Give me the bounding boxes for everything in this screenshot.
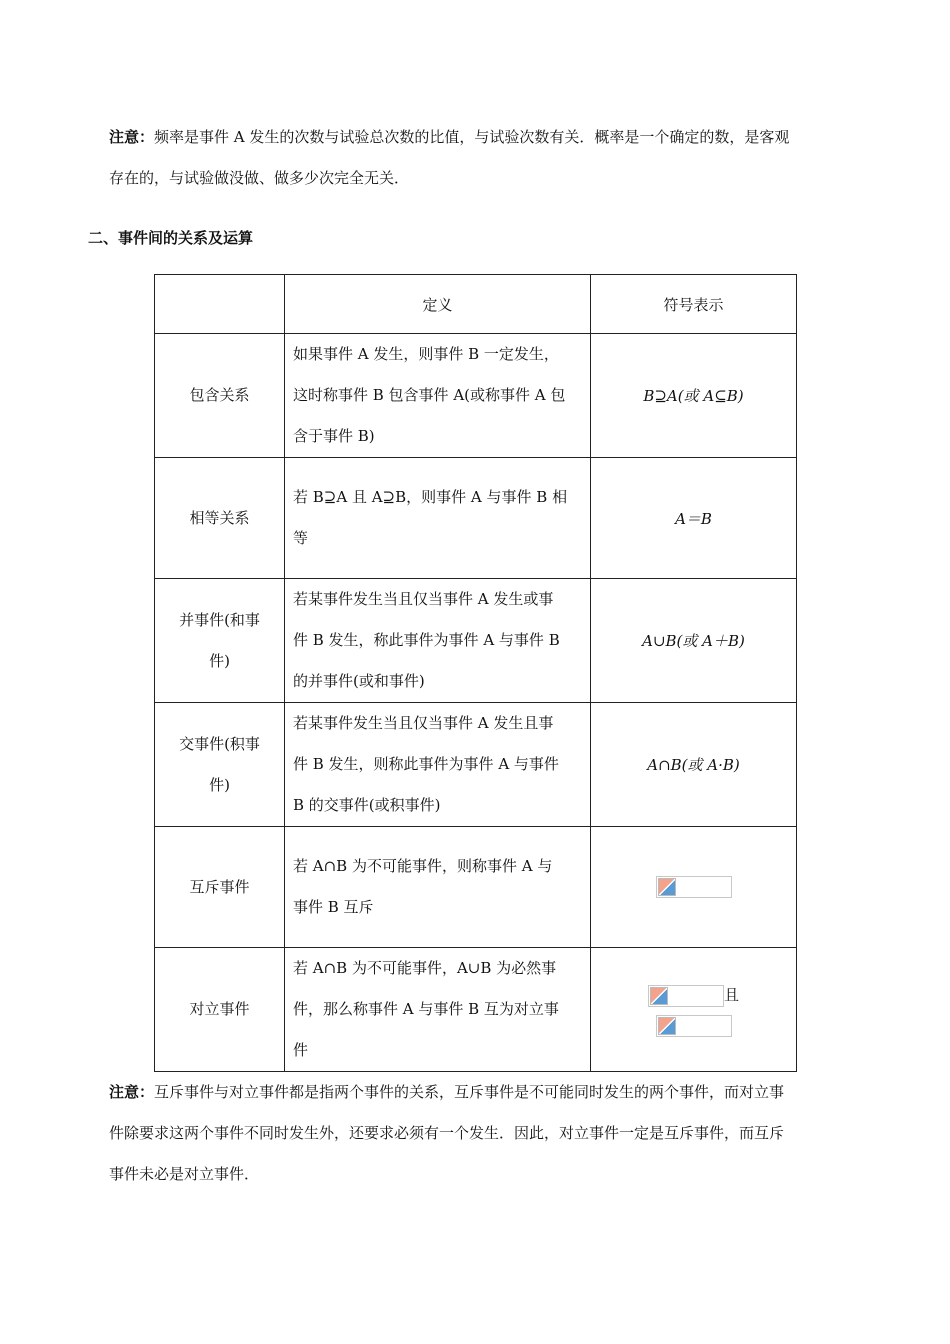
note-paragraph-1 — [109, 117, 869, 199]
header-symbol: 符号表示 — [591, 275, 797, 334]
relation-symbol: A∪B(或 A＋B) — [591, 579, 797, 703]
table-row — [155, 827, 797, 948]
broken-image-icon — [656, 1015, 732, 1037]
section-heading: 二、事件间的关系及运算 — [88, 229, 254, 247]
table-row — [155, 334, 797, 458]
note-text-line-3: 事件未必是对立事件． — [109, 1165, 260, 1183]
table-row — [155, 458, 797, 579]
relation-definition: 若某事件发生当且仅当事件 A 发生且事 件 B 发生，则称此事件为事件 A 与事件 B 的交事件(或积事件) — [285, 703, 591, 827]
note-text-line-2: 存在的，与试验做没做、做多少次完全无关． — [109, 169, 410, 187]
header-definition: 定义 — [285, 275, 591, 334]
event-relations-table — [154, 274, 797, 1072]
note-text-line-1: 互斥事件与对立事件都是指两个事件的关系，互斥事件是不可能同时发生的两个事件，而对立事 — [154, 1083, 785, 1101]
header-blank — [155, 275, 285, 334]
relation-definition: 若 A∩B 为不可能事件，则称事件 A 与 事件 B 互斥 — [285, 827, 591, 948]
relation-definition: 若某事件发生当且仅当事件 A 发生或事 件 B 发生，称此事件为事件 A 与事件 B 的并事件(或和事件) — [285, 579, 591, 703]
note-paragraph-2 — [109, 1072, 869, 1195]
table-row — [155, 579, 797, 703]
relation-symbol: A∩B(或 A·B) — [591, 703, 797, 827]
relation-name: 互斥事件 — [155, 827, 285, 948]
relation-name: 对立事件 — [155, 948, 285, 1072]
broken-image-icon — [656, 876, 732, 898]
relation-definition: 若 B⊇A 且 A⊇B，则事件 A 与事件 B 相等 — [285, 458, 591, 579]
relation-symbol — [591, 827, 797, 948]
note-label: 注意： — [109, 1083, 155, 1101]
relation-name: 并事件(和事 件) — [155, 579, 285, 703]
relation-symbol — [591, 948, 797, 1072]
table-row — [155, 703, 797, 827]
note-text-line-1: 频率是事件 A 发生的次数与试验总次数的比值，与试验次数有关．概率是一个确定的数，是客观 — [154, 128, 790, 146]
relation-symbol: B⊇A(或 A⊆B) — [591, 334, 797, 458]
broken-image-icon — [648, 985, 724, 1007]
relation-definition: 若 A∩B 为不可能事件，A∪B 为必然事 件，那么称事件 A 与事件 B 互为对立事 件 — [285, 948, 591, 1072]
table-row — [155, 948, 797, 1072]
note-text-line-2: 件除要求这两个事件不同时发生外，还要求必须有一个发生．因此，对立事件一定是互斥事件，而互斥 — [109, 1124, 785, 1142]
symbol-joiner: 且 — [723, 985, 739, 1004]
relation-name: 交事件(积事 件) — [155, 703, 285, 827]
relation-symbol: A＝B — [591, 458, 797, 579]
table-header-row — [155, 275, 797, 334]
relation-name: 相等关系 — [155, 458, 285, 579]
note-label: 注意： — [109, 128, 155, 146]
relation-name: 包含关系 — [155, 334, 285, 458]
relation-definition: 如果事件 A 发生，则事件 B 一定发生， 这时称事件 B 包含事件 A(或称事件 A 包 含于事件 B) — [285, 334, 591, 458]
